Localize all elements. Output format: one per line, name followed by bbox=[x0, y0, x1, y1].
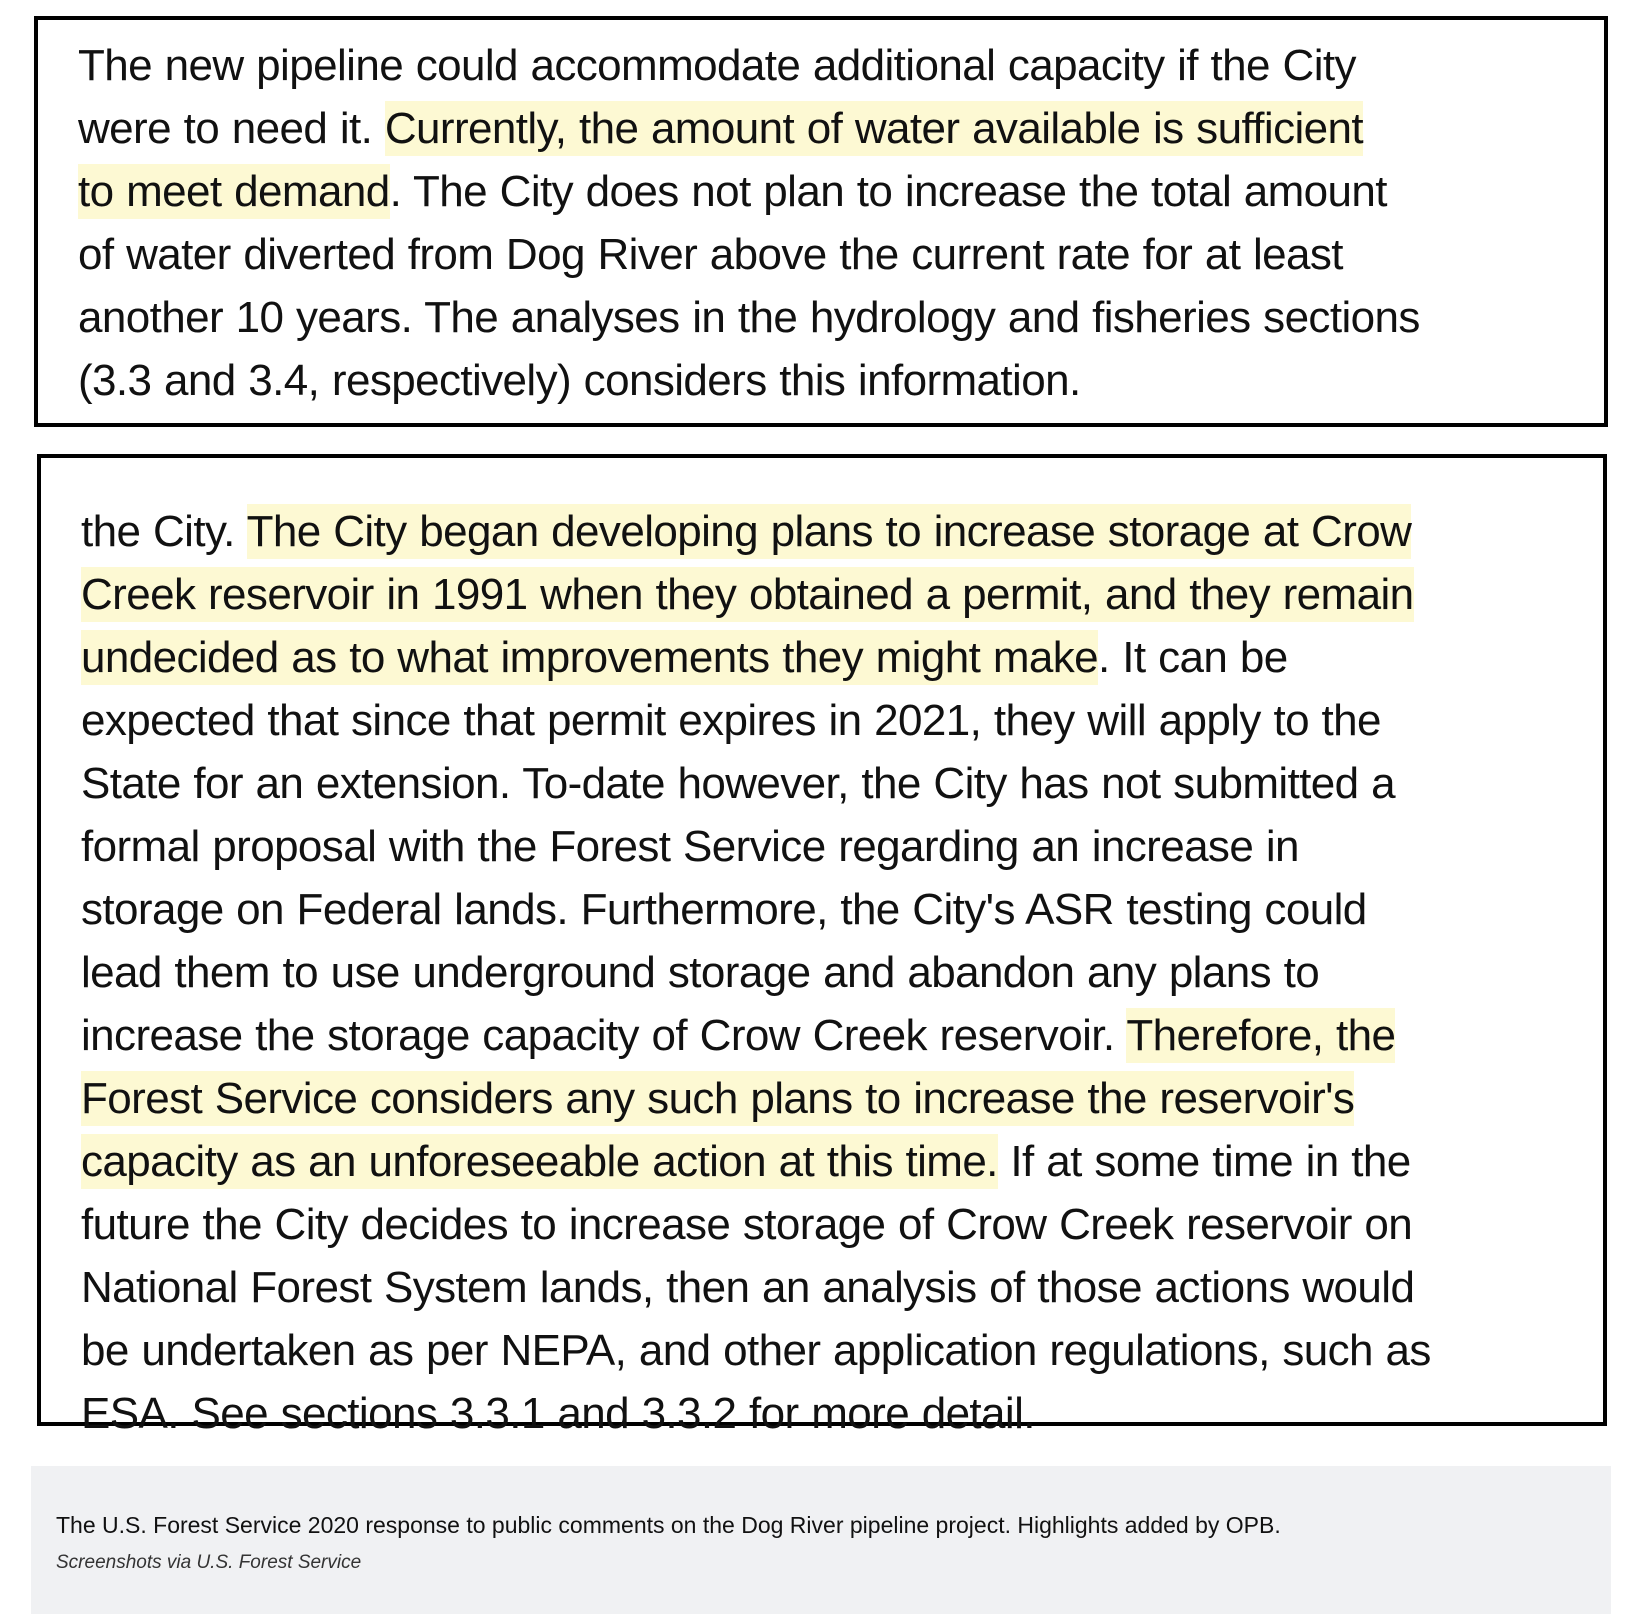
text-line bbox=[81, 1319, 1431, 1382]
text-line bbox=[81, 1130, 1431, 1193]
caption-text: The U.S. Forest Service 2020 response to public comments on the Dog River pipeline project. Highlights added by OPB. bbox=[56, 1512, 1281, 1538]
highlighted-text: capacity as an unforeseeable action at this time. bbox=[81, 1134, 998, 1189]
text-line bbox=[81, 563, 1431, 626]
text-line bbox=[81, 1382, 1431, 1445]
text-segment: lead them to use underground storage and abandon any plans to bbox=[81, 948, 1320, 997]
text-line bbox=[81, 752, 1431, 815]
text-segment: increase the storage capacity of Crow Creek reservoir. bbox=[81, 1011, 1127, 1060]
text-line bbox=[81, 1256, 1431, 1319]
text-segment: storage on Federal lands. Furthermore, the City's ASR testing could bbox=[81, 885, 1367, 934]
highlighted-text: to meet demand bbox=[78, 164, 390, 219]
document-excerpt-2 bbox=[37, 454, 1607, 1438]
highlighted-text: Forest Service considers any such plans to increase the reservoir's bbox=[81, 1071, 1354, 1126]
text-segment: be undertaken as per NEPA, and other application regulations, such as bbox=[81, 1326, 1431, 1375]
text-line bbox=[81, 500, 1431, 563]
text-line bbox=[81, 1004, 1431, 1067]
text-segment: ESA. See sections 3.3.1 and 3.3.2 for more detail. bbox=[81, 1389, 1035, 1438]
text-line bbox=[81, 941, 1431, 1004]
text-segment: The new pipeline could accommodate additional capacity if the City bbox=[78, 41, 1356, 90]
text-line bbox=[81, 689, 1431, 752]
highlighted-text: Creek reservoir in 1991 when they obtained a permit, and they remain bbox=[81, 567, 1414, 622]
text-line bbox=[81, 626, 1431, 689]
text-segment: (3.3 and 3.4, respectively) considers this information. bbox=[78, 356, 1081, 405]
text-segment: If at some time in the bbox=[997, 1137, 1411, 1186]
text-segment: another 10 years. The analyses in the hydrology and fisheries sections bbox=[78, 293, 1420, 342]
text-segment: National Forest System lands, then an analysis of those actions would bbox=[81, 1263, 1415, 1312]
text-segment: . The City does not plan to increase the total amount bbox=[389, 167, 1387, 216]
text-segment: were to need it. bbox=[78, 104, 385, 153]
text-line bbox=[78, 223, 1420, 286]
text-line bbox=[78, 34, 1420, 97]
caption-credit: Screenshots via U.S. Forest Service bbox=[56, 1552, 362, 1573]
text-line bbox=[78, 349, 1420, 412]
text-segment: future the City decides to increase storage of Crow Creek reservoir on bbox=[81, 1200, 1413, 1249]
text-segment: . It can be bbox=[1098, 633, 1288, 682]
text-line bbox=[81, 878, 1431, 941]
highlighted-text: Therefore, the bbox=[1126, 1008, 1395, 1063]
text-line bbox=[78, 97, 1420, 160]
text-segment: formal proposal with the Forest Service regarding an increase in bbox=[81, 822, 1299, 871]
text-line bbox=[81, 1193, 1431, 1256]
text-line bbox=[78, 286, 1420, 349]
highlighted-text: undecided as to what improvements they might make bbox=[81, 630, 1098, 685]
text-segment: of water diverted from Dog River above the current rate for at least bbox=[78, 230, 1343, 279]
text-segment: expected that since that permit expires in 2021, they will apply to the bbox=[81, 696, 1381, 745]
text-line bbox=[81, 815, 1431, 878]
text-segment: the City. bbox=[81, 507, 247, 556]
text-line bbox=[81, 1067, 1431, 1130]
image-caption bbox=[31, 1466, 1611, 1614]
excerpt-2-text bbox=[81, 500, 1431, 1445]
highlighted-text: The City began developing plans to increase storage at Crow bbox=[247, 504, 1412, 559]
highlighted-text: Currently, the amount of water available is sufficient bbox=[385, 101, 1363, 156]
text-line bbox=[78, 160, 1420, 223]
excerpt-1-text bbox=[78, 34, 1420, 412]
document-excerpt-1 bbox=[34, 16, 1608, 427]
text-segment: State for an extension. To-date however, the City has not submitted a bbox=[81, 759, 1396, 808]
